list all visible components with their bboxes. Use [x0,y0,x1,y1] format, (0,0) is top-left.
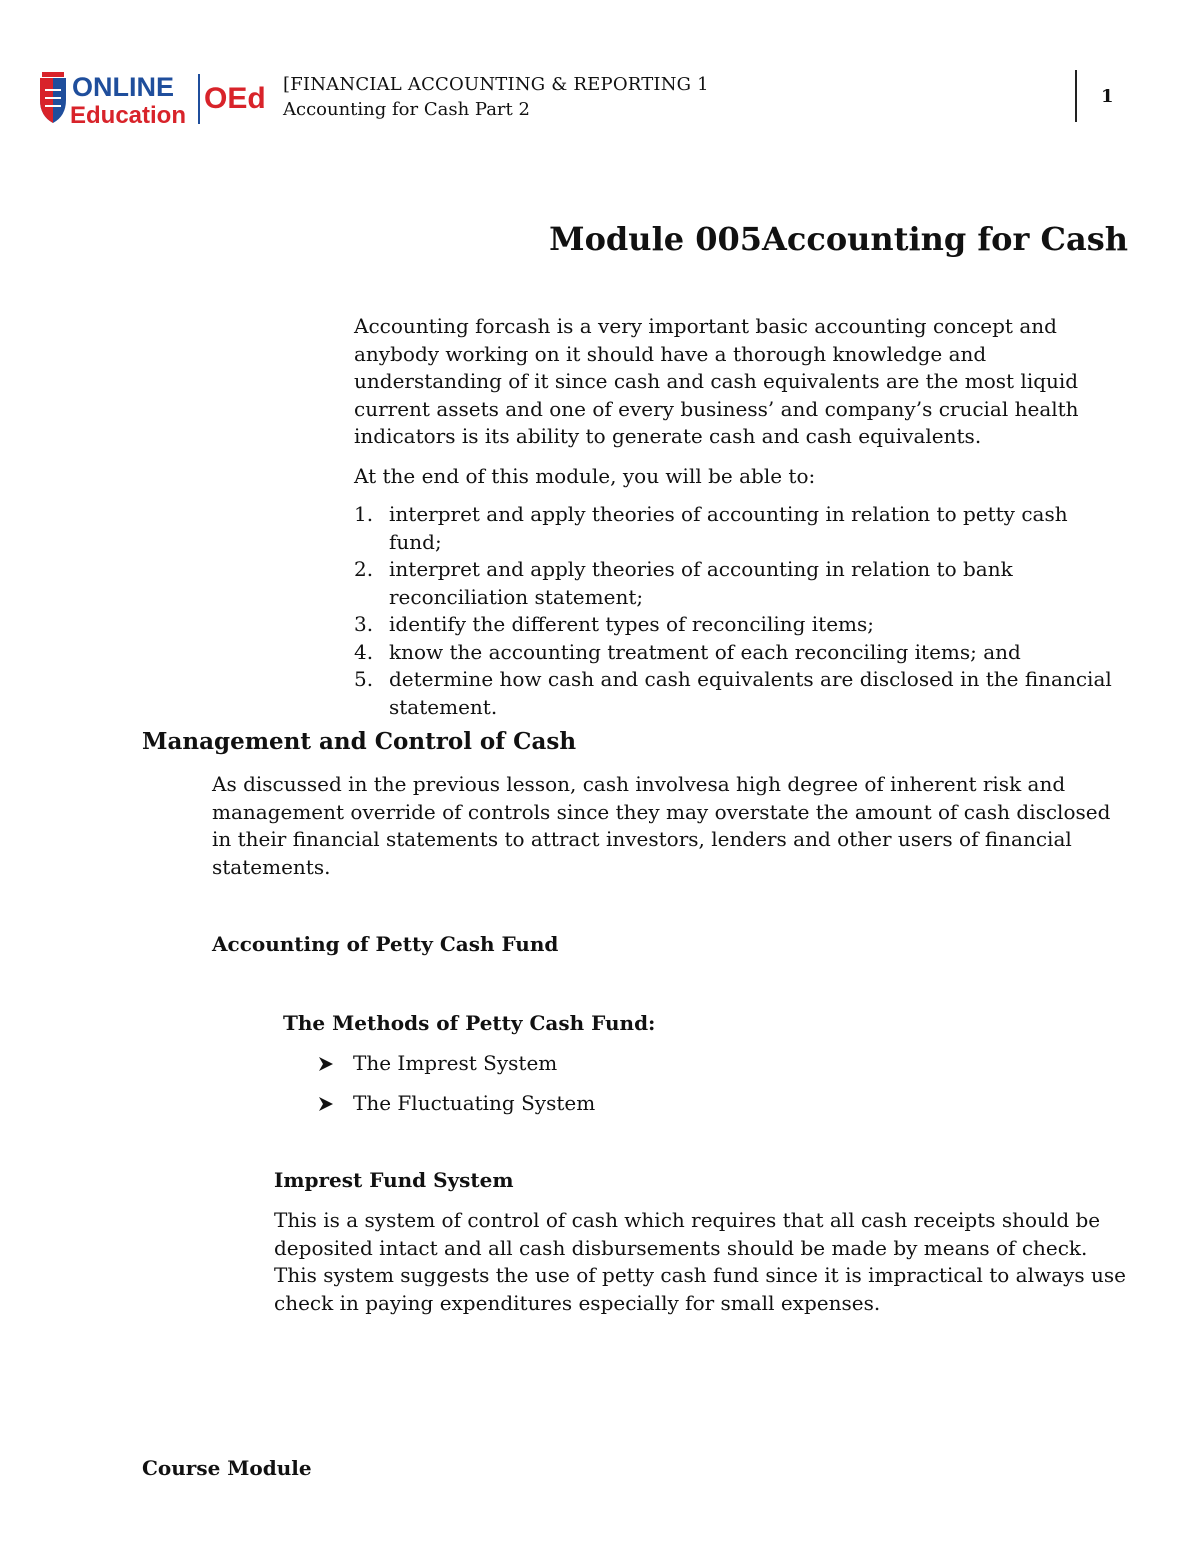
logo-text-oed: OEd [204,82,266,115]
page-number: 1 [1101,86,1114,107]
objective-number: 5. [354,667,374,691]
logo-text-education: Education [70,102,187,128]
header-course-title: [FINANCIAL ACCOUNTING & REPORTING 1 [283,74,709,95]
management-paragraph: As discussed in the previous lesson, cash involvesa high degree of inherent risk and management override of controls since they may overstate the amount of cash disclosed in their financial statements to attract investors, lenders and other users of financial statements. [212,772,1111,879]
objective-number: 4. [354,639,374,664]
arrowhead-bullet-icon [318,1096,334,1112]
logo-graphic [36,70,276,128]
online-education-logo [36,70,276,128]
section-heading-management: Management and Control of Cash [142,728,577,755]
intro-section [354,313,1124,721]
header-divider [1075,70,1077,122]
method-item [318,1050,595,1090]
section-heading-petty-cash: Accounting of Petty Cash Fund [212,932,559,956]
objective-text: determine how cash and cash equivalents are disclosed in the financial statement. [389,667,1112,719]
objective-item [354,556,1124,611]
objective-item [354,611,1124,639]
module-title: Module 005Accounting for Cash [549,220,1128,258]
objective-item [354,501,1124,556]
method-label: The Imprest System [353,1051,558,1075]
arrowhead-bullet-icon [318,1056,334,1072]
imprest-paragraph: This is a system of control of cash which requires that all cash receipts should be deposited intact and all cash disbursements should be made by means of check. This system suggests the use of petty cash fund since it is impractical to always use check in paying expenditures especially for small expenses. [274,1208,1126,1315]
objective-text: interpret and apply theories of accounting in relation to petty cash fund; [389,502,1068,554]
objective-number: 2. [354,557,374,581]
methods-heading: The Methods of Petty Cash Fund: [283,1011,656,1035]
intro-paragraph: Accounting forcash is a very important basic accounting concept and anybody working on it should have a thorough knowledge and understanding of it since cash and cash equivalents are the most liquid current assets and one of every business’ and company’s crucial health indicators is its ability to generate cash and cash equivalents. [354,314,1079,448]
objectives-list [354,501,1124,721]
header-subtitle: Accounting for Cash Part 2 [283,99,530,120]
footer-label: Course Module [142,1456,312,1480]
objective-number: 1. [354,502,374,526]
objective-text: identify the different types of reconciling items; [389,612,875,636]
methods-list [318,1050,595,1130]
objectives-lead: At the end of this module, you will be able to: [354,463,816,488]
objective-number: 3. [354,612,374,636]
logo-text-online: ONLINE [72,72,175,102]
section-heading-imprest: Imprest Fund System [274,1168,514,1192]
objective-item [354,666,1124,721]
method-item [318,1090,595,1130]
objective-text: know the accounting treatment of each reconciling items; and [389,639,1021,664]
objective-item [354,639,1124,667]
method-label: The Fluctuating System [353,1091,596,1115]
objective-text: interpret and apply theories of accounting in relation to bank reconciliation statement; [389,557,1013,609]
